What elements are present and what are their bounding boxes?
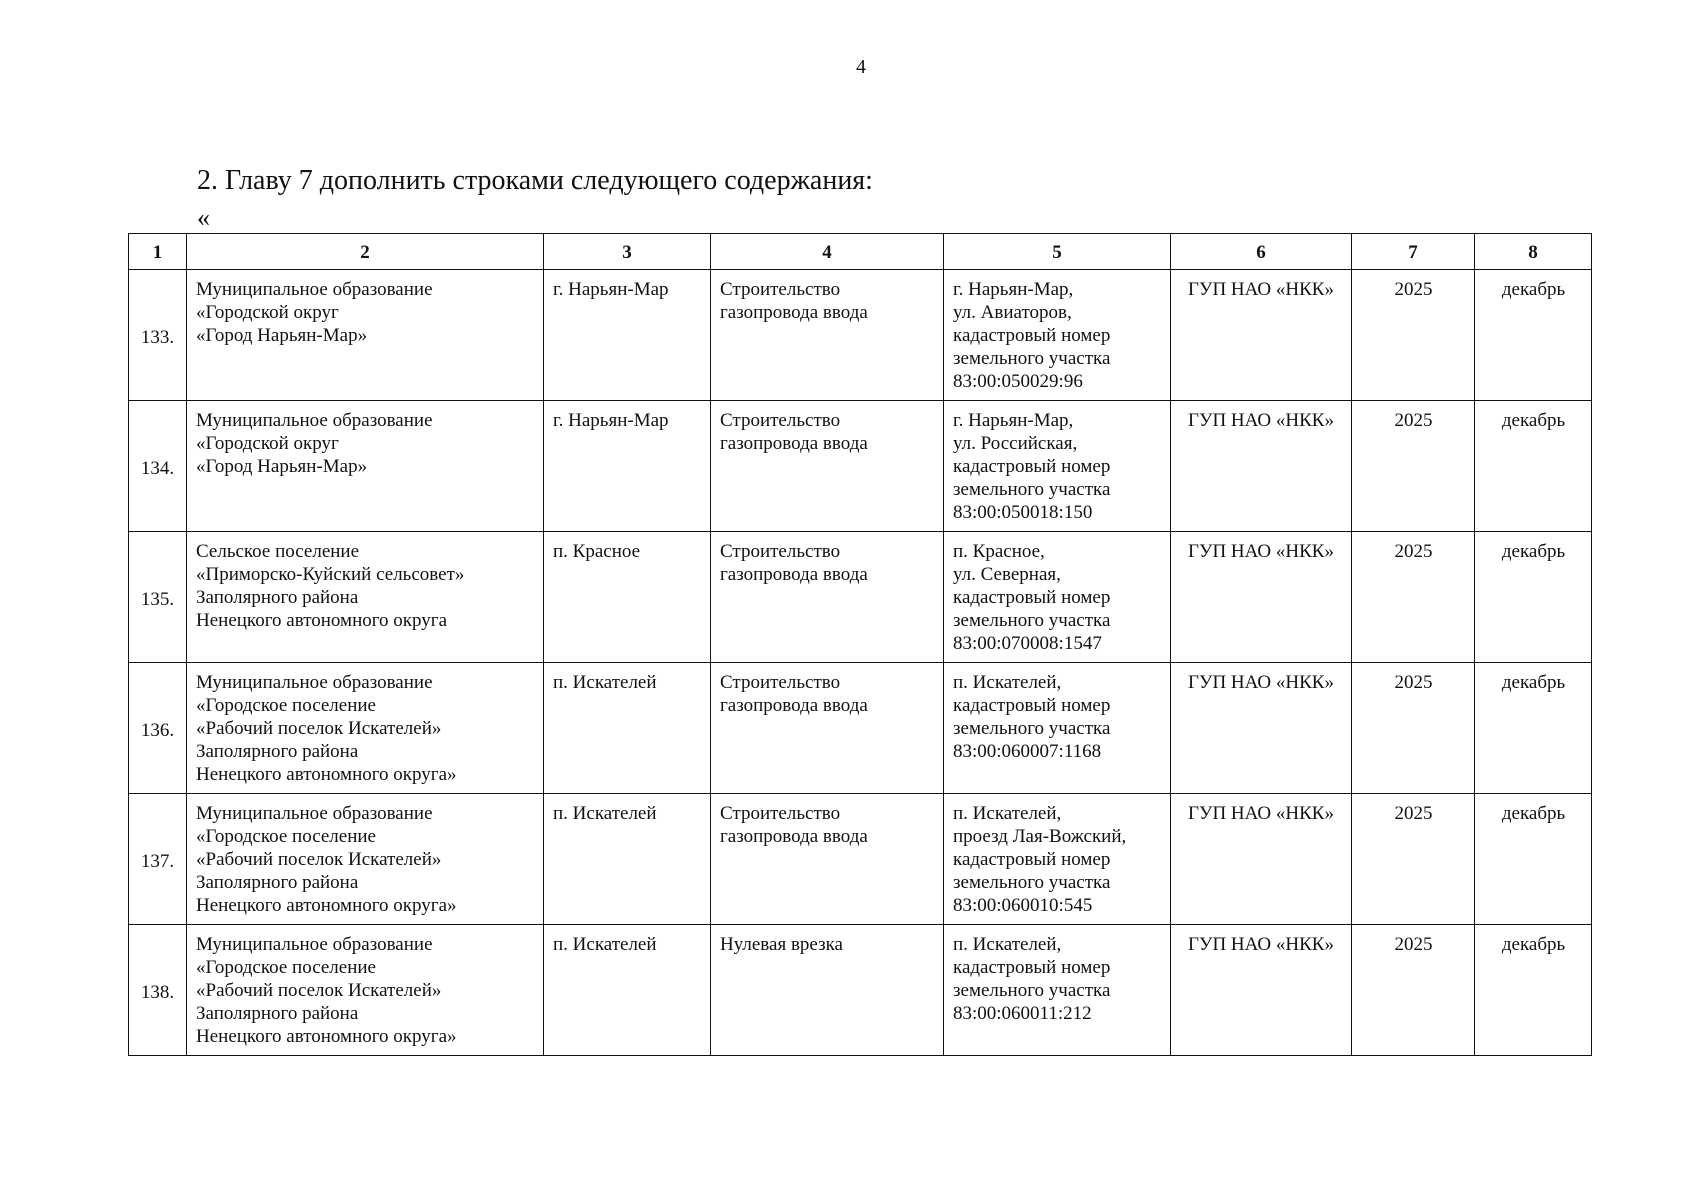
work-line: Строительство [720,410,841,431]
locality-cell: п. Искателей [544,663,711,794]
address-line: земельного участка [953,980,1111,1001]
amendment-table [128,233,1592,1056]
address-line: ул. Северная, [953,564,1061,585]
address-line: п. Искателей, [953,803,1062,824]
work-line: Нулевая врезка [720,934,843,955]
executor-cell: ГУП НАО «НКК» [1171,925,1352,1056]
address-cell [944,401,1171,532]
organization-cell [187,794,544,925]
address-line: 83:00:070008:1547 [953,633,1102,654]
work-type-cell [711,925,944,1056]
address-cell [944,532,1171,663]
table-row [129,925,1592,1056]
work-line: газопровода ввода [720,695,868,716]
address-line: земельного участка [953,610,1111,631]
work-line: Строительство [720,279,841,300]
row-number-cell: 137. [129,794,187,925]
org-line: «Городское поселение [196,957,376,978]
address-line: п. Искателей, [953,672,1062,693]
org-line: «Рабочий поселок Искателей» [196,980,442,1001]
opening-quote-mark: « [197,203,210,232]
executor-cell: ГУП НАО «НКК» [1171,663,1352,794]
table-row [129,401,1592,532]
table-row [129,794,1592,925]
work-line: Строительство [720,541,841,562]
executor-cell: ГУП НАО «НКК» [1171,532,1352,663]
org-line: Муниципальное образование [196,672,433,693]
address-line: кадастровый номер [953,325,1111,346]
org-line: «Рабочий поселок Искателей» [196,849,442,870]
work-type-cell [711,401,944,532]
executor-cell: ГУП НАО «НКК» [1171,270,1352,401]
address-line: кадастровый номер [953,695,1111,716]
table-row [129,532,1592,663]
executor-cell: ГУП НАО «НКК» [1171,794,1352,925]
org-line: «Городской округ [196,433,339,454]
work-type-cell [711,663,944,794]
address-cell [944,925,1171,1056]
address-cell [944,663,1171,794]
org-line: Заполярного района [196,741,359,762]
org-line: Муниципальное образование [196,934,433,955]
address-cell [944,794,1171,925]
work-line: газопровода ввода [720,826,868,847]
address-line: п. Красное, [953,541,1045,562]
executor-cell: ГУП НАО «НКК» [1171,401,1352,532]
org-line: Муниципальное образование [196,279,433,300]
org-line: Муниципальное образование [196,803,433,824]
org-line: «Город Нарьян-Мар» [196,325,368,346]
table-body [129,234,1592,1056]
org-line: «Городской округ [196,302,339,323]
organization-cell [187,270,544,401]
table-row [129,270,1592,401]
org-line: Ненецкого автономного округа» [196,895,457,916]
row-number-cell: 136. [129,663,187,794]
address-line: 83:00:050029:96 [953,371,1083,392]
column-header: 7 [1352,234,1475,270]
address-line: земельного участка [953,479,1111,500]
row-number-cell: 134. [129,401,187,532]
address-line: кадастровый номер [953,587,1111,608]
row-number-cell: 133. [129,270,187,401]
locality-cell: п. Красное [544,532,711,663]
address-line: 83:00:060010:545 [953,895,1093,916]
work-type-cell [711,270,944,401]
year-cell: 2025 [1352,270,1475,401]
column-header: 1 [129,234,187,270]
address-line: г. Нарьян-Мар, [953,279,1074,300]
work-line: газопровода ввода [720,433,868,454]
month-cell: декабрь [1475,663,1592,794]
work-line: газопровода ввода [720,302,868,323]
organization-cell [187,532,544,663]
section-heading: 2. Главу 7 дополнить строками следующего содержания: [197,165,873,196]
row-number-cell: 135. [129,532,187,663]
column-header: 6 [1171,234,1352,270]
month-cell: декабрь [1475,925,1592,1056]
work-line: Строительство [720,672,841,693]
org-line: Заполярного района [196,872,359,893]
address-line: земельного участка [953,872,1111,893]
org-line: Муниципальное образование [196,410,433,431]
org-line: Заполярного района [196,1003,359,1024]
address-line: 83:00:050018:150 [953,502,1093,523]
address-line: ул. Российская, [953,433,1078,454]
org-line: «Рабочий поселок Искателей» [196,718,442,739]
work-type-cell [711,532,944,663]
year-cell: 2025 [1352,663,1475,794]
locality-cell: п. Искателей [544,794,711,925]
organization-cell [187,925,544,1056]
address-line: земельного участка [953,718,1111,739]
address-line: проезд Лая-Вожский, [953,826,1127,847]
org-line: Ненецкого автономного округа» [196,1026,457,1047]
organization-cell [187,401,544,532]
org-line: Заполярного района [196,587,359,608]
address-cell [944,270,1171,401]
address-line: 83:00:060007:1168 [953,741,1102,762]
address-line: 83:00:060011:212 [953,1003,1092,1024]
month-cell: декабрь [1475,401,1592,532]
address-line: кадастровый номер [953,957,1111,978]
address-line: п. Искателей, [953,934,1062,955]
org-line: Ненецкого автономного округа [196,610,448,631]
row-number-cell: 138. [129,925,187,1056]
year-cell: 2025 [1352,794,1475,925]
org-line: «Приморско-Куйский сельсовет» [196,564,465,585]
address-line: кадастровый номер [953,456,1111,477]
org-line: Сельское поселение [196,541,360,562]
column-header: 8 [1475,234,1592,270]
year-cell: 2025 [1352,401,1475,532]
work-line: газопровода ввода [720,564,868,585]
year-cell: 2025 [1352,925,1475,1056]
work-type-cell [711,794,944,925]
address-line: земельного участка [953,348,1111,369]
address-line: ул. Авиаторов, [953,302,1072,323]
year-cell: 2025 [1352,532,1475,663]
column-header: 5 [944,234,1171,270]
month-cell: декабрь [1475,794,1592,925]
org-line: «Городское поселение [196,826,376,847]
locality-cell: г. Нарьян-Мар [544,401,711,532]
page-number: 4 [856,56,866,78]
address-line: г. Нарьян-Мар, [953,410,1074,431]
locality-cell: п. Искателей [544,925,711,1056]
month-cell: декабрь [1475,532,1592,663]
column-header: 2 [187,234,544,270]
column-header: 3 [544,234,711,270]
column-header: 4 [711,234,944,270]
locality-cell: г. Нарьян-Мар [544,270,711,401]
org-line: «Городское поселение [196,695,376,716]
organization-cell [187,663,544,794]
address-line: кадастровый номер [953,849,1111,870]
month-cell: декабрь [1475,270,1592,401]
org-line: «Город Нарьян-Мар» [196,456,368,477]
table-row [129,663,1592,794]
work-line: Строительство [720,803,841,824]
header-row [129,234,1592,270]
org-line: Ненецкого автономного округа» [196,764,457,785]
